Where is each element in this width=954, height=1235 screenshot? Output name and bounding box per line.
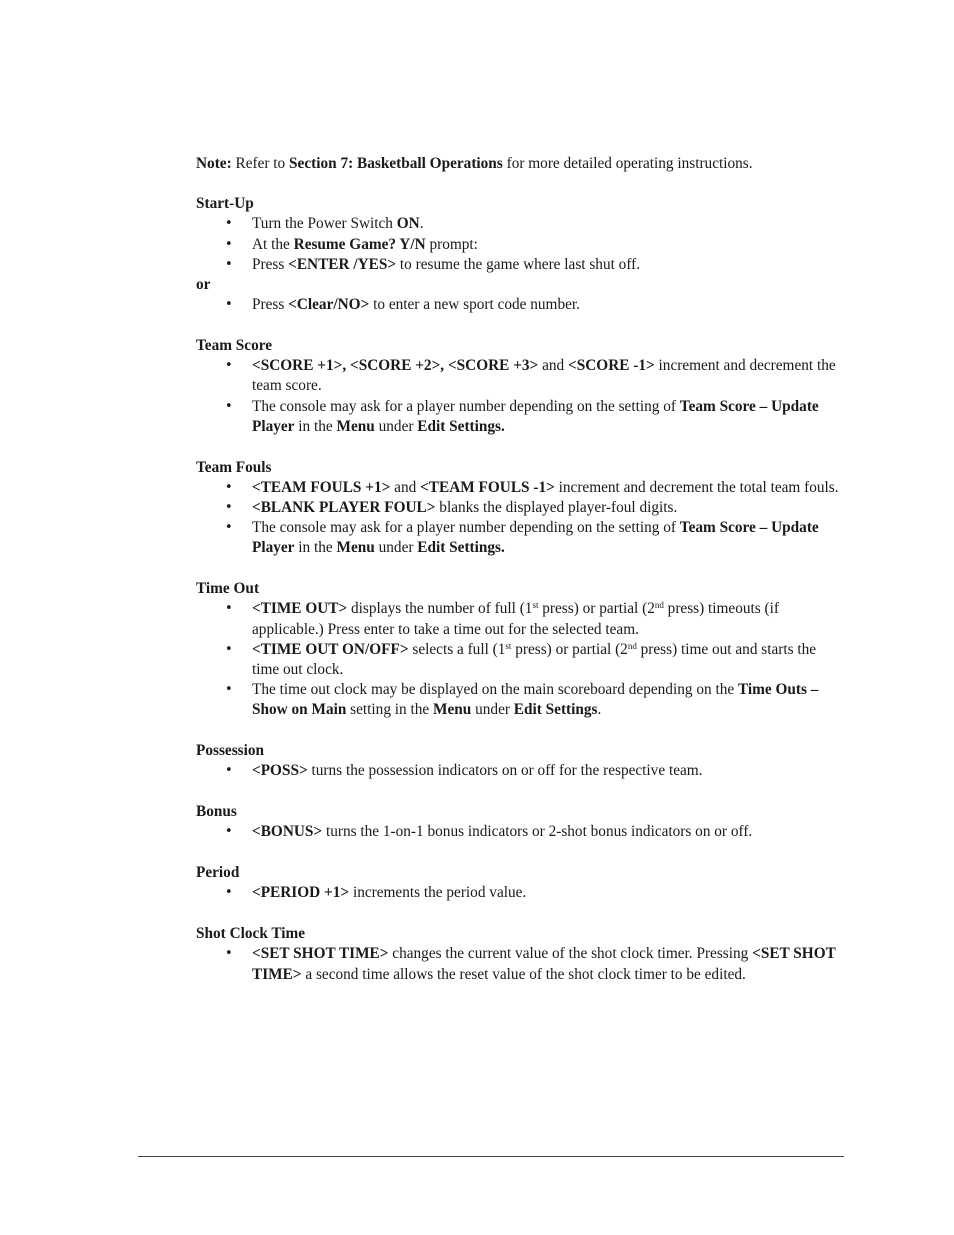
item-text: and (538, 357, 569, 375)
list-item (196, 944, 844, 984)
item-bold-term: Menu (433, 701, 472, 719)
ordinal-suffix: nd (654, 600, 664, 611)
list-item (196, 599, 844, 639)
item-text: in the (294, 539, 337, 557)
bullet-list (196, 214, 844, 275)
item-text: turns the possession indicators on or off for the respective team. (307, 762, 703, 780)
item-key-label: <SET SHOT TIME> (252, 945, 836, 983)
bullet-list (196, 599, 844, 720)
item-text: and (390, 478, 421, 496)
list-item (196, 761, 844, 781)
bullet-list (196, 356, 844, 437)
item-bold-term: Menu (336, 539, 375, 557)
section-shot-clock-time (196, 924, 844, 985)
item-key-label: <SCORE +1>, <SCORE +2>, <SCORE +3> (252, 357, 539, 375)
item-text: press) timeouts (if applicable.) Press enter to take a time out for the selected team. (252, 600, 779, 638)
item-text: displays the number of full (1 (347, 600, 533, 618)
ordinal-suffix: st (532, 600, 539, 611)
item-text: Turn the Power Switch (252, 215, 397, 233)
list-item (196, 680, 844, 720)
item-bold-term: Edit Settings. (417, 417, 505, 435)
item-key-label: <TIME OUT ON/OFF> (252, 640, 409, 658)
list-item (196, 295, 844, 315)
item-key-label: <BONUS> (252, 823, 323, 841)
section-team-fouls (196, 458, 844, 559)
list-item (196, 255, 844, 275)
bullet-list (196, 822, 844, 842)
list-item (196, 397, 844, 437)
item-text: under (374, 417, 418, 435)
item-text: increment and decrement the team score. (252, 357, 836, 395)
item-text: turns the 1-on-1 bonus indicators or 2-shot bonus indicators on or off. (322, 823, 753, 841)
item-text: Press (252, 255, 289, 273)
section-bonus (196, 802, 844, 842)
item-key-label: <PERIOD +1> (252, 884, 350, 902)
item-text: to resume the game where last shut off. (396, 255, 641, 273)
item-text: Press (252, 296, 289, 314)
item-bold-term: Menu (336, 417, 375, 435)
item-bold-term: Edit Settings (513, 701, 598, 719)
item-text: in the (294, 417, 337, 435)
list-item (196, 518, 844, 558)
item-text: blanks the displayed player-foul digits. (435, 499, 678, 517)
item-text: . (419, 215, 424, 233)
item-text: press) time out and starts the time out clock. (252, 640, 817, 679)
item-bold-term: Time Outs – Show on Main (252, 681, 819, 719)
item-bold-term: Resume Game? Y/N (293, 235, 426, 253)
section-heading: Shot Clock Time (196, 925, 306, 943)
section-heading: Time Out (196, 580, 260, 598)
section-period (196, 863, 844, 903)
ordinal-suffix: nd (627, 640, 637, 651)
bullet-list (196, 761, 844, 781)
section-time-out (196, 579, 844, 720)
item-key-label: <BLANK PLAYER FOUL> (252, 499, 436, 517)
item-key-label: <SET SHOT TIME> (252, 945, 389, 963)
footer-divider (138, 1156, 844, 1157)
list-item (196, 822, 844, 842)
item-text: press) or partial (2 (511, 640, 628, 658)
item-key-label: <SCORE -1> (568, 357, 655, 375)
or-separator: or (196, 276, 211, 294)
bullet-list (196, 478, 844, 559)
item-key-label: <TEAM FOULS +1> (252, 478, 391, 496)
section-start-up (196, 194, 844, 315)
note-section-reference: Section 7: Basketball Operations (289, 155, 503, 172)
item-text: setting in the (346, 701, 434, 719)
section-heading: Possession (196, 742, 264, 760)
list-item (196, 883, 844, 903)
list-item (196, 356, 844, 396)
item-key-label: <TIME OUT> (252, 600, 348, 618)
item-text: At the (252, 235, 294, 253)
note-text: Refer to (231, 155, 290, 172)
note-paragraph (196, 154, 844, 174)
item-text: a second time allows the reset value of the shot clock timer to be edited. (301, 965, 746, 983)
item-bold-term: ON (396, 215, 420, 233)
section-heading: Period (196, 864, 240, 882)
item-text: increments the period value. (349, 884, 527, 902)
item-bold-term: Edit Settings. (417, 539, 505, 557)
note-label: Note: (196, 155, 232, 172)
bullet-list (196, 944, 844, 984)
item-key-label: <TEAM FOULS -1> (420, 478, 555, 496)
list-item (196, 498, 844, 518)
item-text: prompt: (425, 235, 478, 253)
item-text: The time out clock may be displayed on the main scoreboard depending on the (252, 681, 738, 699)
bullet-list (196, 295, 844, 315)
item-text: press) or partial (2 (538, 600, 655, 618)
section-heading: Bonus (196, 803, 237, 821)
list-item (196, 478, 844, 498)
item-text: selects a full (1 (408, 640, 506, 658)
list-item (196, 214, 844, 234)
item-text: . (597, 701, 602, 719)
list-item (196, 235, 844, 255)
item-key-label: <Clear/NO> (288, 296, 370, 314)
item-text: changes the current value of the shot clock timer. Pressing (388, 945, 753, 963)
item-bold-term: Team Score – Update Player (252, 397, 819, 435)
section-heading: Team Score (196, 337, 273, 355)
section-team-score (196, 336, 844, 437)
note-text: for more detailed operating instructions. (502, 155, 753, 172)
item-key-label: <ENTER /YES> (288, 255, 397, 273)
item-text: under (471, 701, 514, 719)
item-text: The console may ask for a player number depending on the setting of (252, 397, 680, 415)
section-heading: Start-Up (196, 195, 254, 213)
ordinal-suffix: st (505, 640, 512, 651)
bullet-list (196, 883, 844, 903)
item-text: to enter a new sport code number. (369, 296, 580, 314)
item-bold-term: Team Score – Update Player (252, 519, 819, 557)
item-text: The console may ask for a player number depending on the setting of (252, 519, 680, 537)
document-body (196, 154, 844, 1005)
item-text: increment and decrement the total team fouls. (554, 478, 839, 496)
list-item (196, 640, 844, 680)
item-text: under (374, 539, 418, 557)
section-possession (196, 741, 844, 781)
item-key-label: <POSS> (252, 762, 308, 780)
section-heading: Team Fouls (196, 458, 272, 476)
